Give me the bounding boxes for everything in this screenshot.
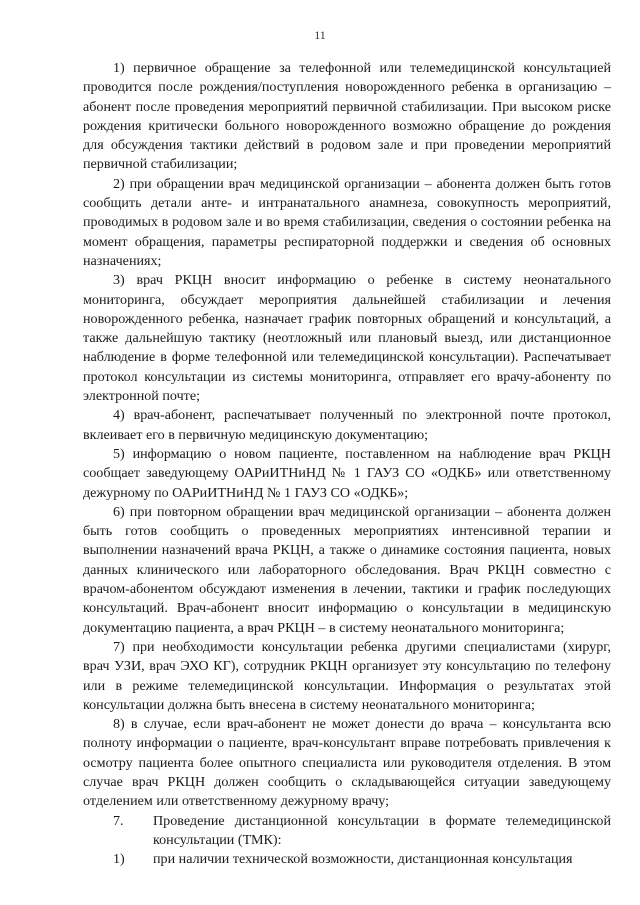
section-number: 7. [113, 812, 124, 829]
list-item: 4) врач-абонент, распечатывает полученный по электронной почте протокол, вклеивает его в первичную медицинскую документацию; [83, 407, 611, 443]
list-item: 5) информацию о новом пациенте, поставленном на наблюдение врач РКЦН сообщает заведующему ОАРиИТНиНД № 1 ГАУЗ СО «ОДКБ» или ответственному дежурному по ОАРиИТНиНД № 1 ГАУЗ СО «ОДКБ»; [83, 445, 611, 501]
section-title: Проведение дистанционной консультации в формате телемедицинской консультации (ТМК): [153, 812, 611, 848]
list-item: 3) врач РКЦН вносит информацию о ребенке в систему неонатального мониторинга, обсуждает мероприятия дальнейшей стабилизации и лечения новорожденного ребенка, назначает график повторных обращений и консультаций, а также дальнейшую тактику (неотложный или плановый выезд, или дистанционное наблюдение в форме телефонной или телемедицинской консультации). Распечатывает протокол консультации из системы мониторинга, отправляет его врачу-абоненту по электронной почте; [83, 272, 611, 405]
document-body [83, 59, 611, 869]
item-text: при наличии технической возможности, дистанционная консультация [153, 851, 573, 868]
list-item: 7) при необходимости консультации ребенка другими специалистами (хирург, врач УЗИ, врач ЭХО КГ), сотрудник РКЦН организует эту консультацию по телефону или в режиме телемедицинской консультации. Информация о результатах этой консультации должна быть внесена в систему неонатального мониторинга; [83, 638, 611, 713]
list-item: 6) при повторном обращении врач медицинской организации – абонента должен быть готов сообщить о проведенных мероприятиях интенсивной терапии и выполнении назначений врача РКЦН, а также о динамике состояния пациента, новых данных клинического или лабораторного обследования. Врач РКЦН совместно с врачом-абонентом обсуждают изменения в лечении, тактики и график последующих консультаций. Врач-абонент вносит информацию о консультации в медицинскую документацию пациента, а врач РКЦН – в систему неонатального мониторинга; [83, 503, 611, 636]
section-heading [83, 812, 611, 851]
list-item: 2) при обращении врач медицинской организации – абонента должен быть готов сообщить детали анте- и интранатального анамнеза, совокупность мероприятий, проводимых в родовом зале и во время стабилизации, сведения о состоянии ребенка на момент обращения, параметры респираторной поддержки и сведения об основных назначениях; [83, 175, 611, 269]
list-item [83, 850, 611, 869]
list-item: 8) в случае, если врач-абонент не может донести до врача – консультанта всю полноту информации о пациенте, врач-консультант вправе потребовать привлечения к осмотру пациента более опытного специалиста или руководителя отделения. В этом случае врач РКЦН должен сообщить о складывающейся ситуации заведующему отделением или ответственному дежурному врачу; [83, 716, 611, 810]
item-number: 1) [113, 851, 125, 868]
list-item: 1) первичное обращение за телефонной или телемедицинской консультацией проводится после рождения/поступления новорожденного ребенка в организацию – абонент после проведения мероприятий первичной стабилизации. При высоком риске рождения критически больного новорожденного возможно обращение до рождения для обсуждения тактики действий в родовом зале и при проведении мероприятий первичной стабилизации; [83, 60, 611, 173]
page-number: 11 [314, 28, 326, 42]
